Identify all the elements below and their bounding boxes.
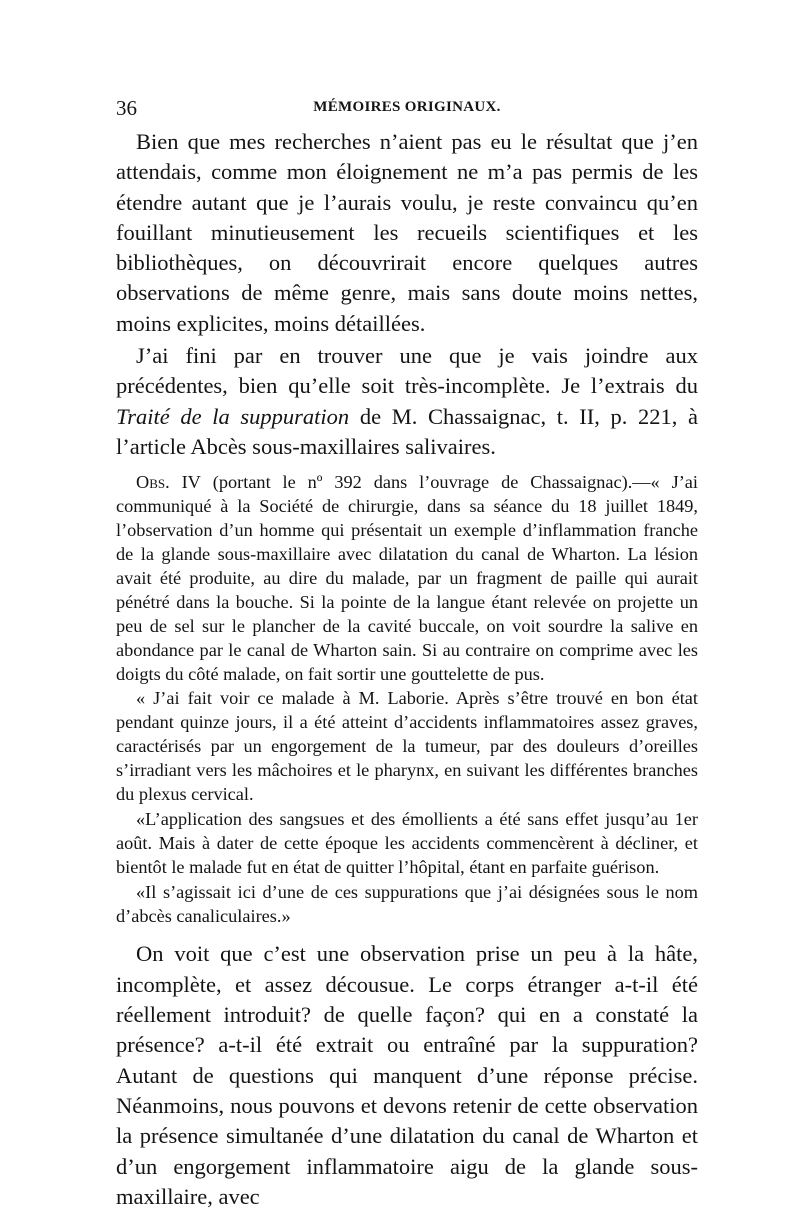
paragraph-1: Bien que mes recherches n’aient pas eu le résultat que j’en attendais, comme mon éloignement ne m’a pas permis de les étendre autant que je l’aurais voulu, je reste convaincu qu’en fouillant minutieusement les recueils scientifiques et les bibliothèques, on découvrirait encore quelques autres observations de même genre, mais sans doute moins nettes, moins explicites, moins détaillées. — [116, 129, 698, 336]
quote-paragraph-1: « J’ai fait voir ce malade à M. Laborie. Après s’être trouvé en bon état pendant quinze jours, il a été atteint d’accidents inflammatoires assez graves, caractérisés par un engorgement de la tumeur, par des douleurs d’oreilles s’irradiant vers les mâchoires et le pharynx, en suivant les différentes branches du plexus cervical. — [116, 688, 698, 805]
paragraph-conclusion: On voit que c’est une observation prise un peu à la hâte, incomplète, et assez décousue. Le corps étranger a-t-il été réellement introduit? de quelle façon? qui en a constaté la présence? a-t-il été extrait ou entraîné par la suppuration? Autant de questions qui manquent d’une réponse précise. Néanmoins, nous pouvons et devons retenir de cette observation la présence simultanée d’une dilatation du canal de Wharton et d’un engorgement inflammatoire aigu de la glande sous-maxillaire, avec — [116, 941, 698, 1209]
observation-label: Obs. IV — [136, 472, 201, 493]
page-number: 36 — [116, 96, 137, 120]
quote-paragraph-3: «Il s’agissait ici d’une de ces suppurations que j’ai désignées sous le nom d’abcès canaliculaires.» — [116, 881, 698, 926]
document-page — [116, 96, 698, 1212]
observation-text: (portant le nº 392 dans l’ouvrage de Chassaignac).—« J’ai communiqué à la Société de chirurgie, dans sa séance du 18 juillet 1849, l’observation d’un homme qui présentait un exemple d’inflammation franche de la glande sous-maxillaire avec dilatation du canal de Wharton. La lésion avait été produite, au dire du malade, par un fragment de paille qui aurait pénétré dans la bouche. Si la pointe de la langue étant relevée on projette un peu de sel sur le plancher de la cavité buccale, on voit sourdre la salive en abondance par le canal de Wharton sain. Si au contraire on comprime avec les doigts du côté malade, on fait sortir une gouttelette de pus. — [116, 472, 698, 684]
paragraph-2 — [116, 341, 698, 462]
quote-paragraph-2: «L’application des sangsues et des émollients a été sans effet jusqu’au 1er août. Mais à dater de cette époque les accidents commencèrent à décliner, et bientôt le malade fut en état de quitter l’hôpital, étant en parfaite guérison. — [116, 808, 698, 877]
page-header — [116, 96, 698, 122]
paragraph-2-text-after: de M. Chassaignac, t. II, p. 221, à l’article Abcès sous-maxillaires salivaires. — [116, 403, 698, 459]
observation-paragraph — [116, 471, 698, 686]
book-title: Traité de la suppuration — [116, 403, 350, 429]
running-title: MÉMOIRES ORIGINAUX. — [313, 99, 501, 115]
paragraph-2-text-before: J’ai fini par en trouver une que je vais joindre aux précédentes, bien qu’elle soit très-incomplète. Je l’extrais du — [116, 343, 698, 399]
